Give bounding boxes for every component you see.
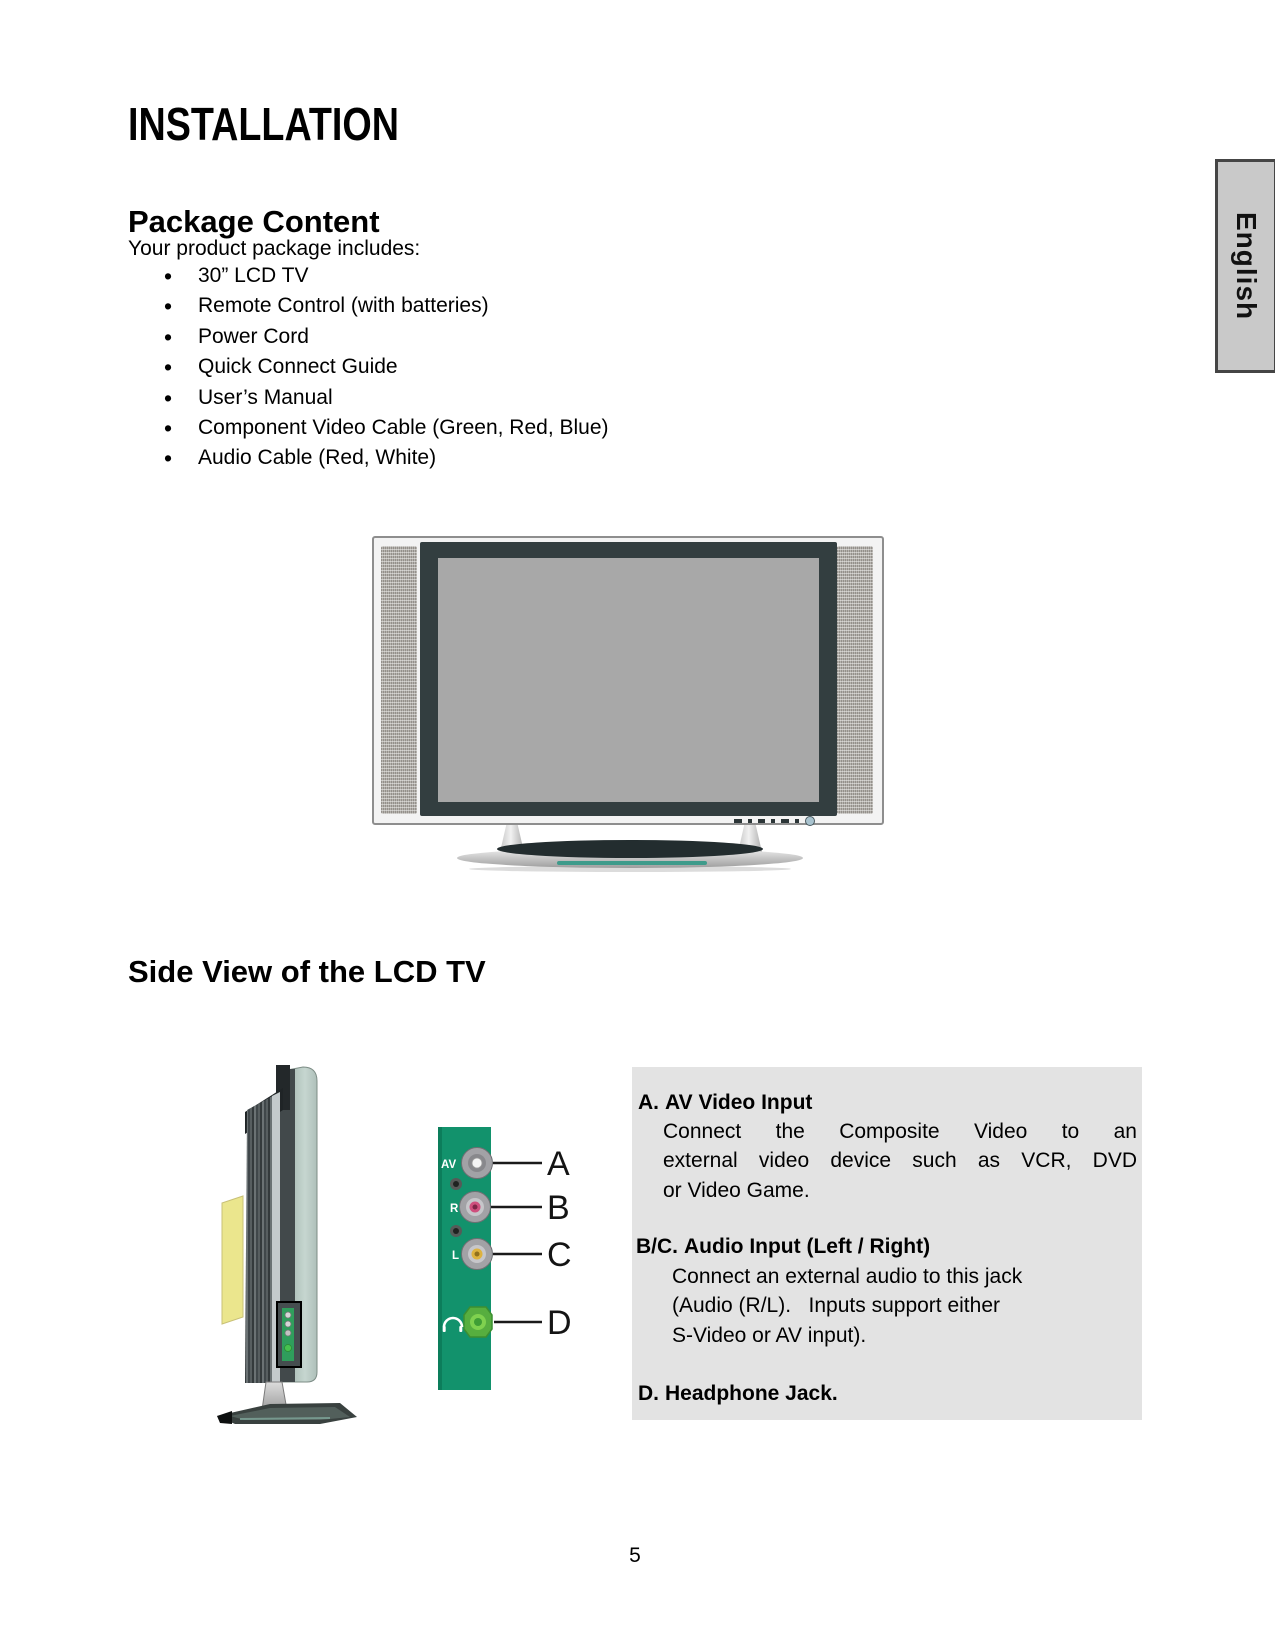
audio-l-jack-hole xyxy=(475,1252,480,1257)
panel-screw-hole-center xyxy=(453,1181,459,1187)
side-speaker-panel xyxy=(222,1196,243,1324)
desc-bc-line: (Audio (R/L). Inputs support either xyxy=(672,1294,1000,1317)
headphone-jack-hole xyxy=(474,1318,482,1326)
front-control-buttons xyxy=(734,816,815,826)
package-item: • 30” LCD TV xyxy=(128,261,609,291)
bullet-icon: • xyxy=(164,445,173,472)
left-speaker-grille xyxy=(381,546,417,814)
page-number: 5 xyxy=(629,1544,641,1567)
bullet-icon: • xyxy=(164,414,173,441)
power-led xyxy=(805,816,815,826)
stand-base xyxy=(457,840,803,874)
desc-a-line: external video device such as VCR, DVD xyxy=(663,1149,1137,1172)
bullet-icon: • xyxy=(164,323,173,350)
control-button xyxy=(758,819,765,823)
package-item: • Component Video Cable (Green, Red, Blue) xyxy=(128,413,609,443)
package-intro: Your product package includes: xyxy=(128,237,421,260)
tv-side-profile xyxy=(217,1065,357,1424)
base-accent-stripe xyxy=(557,861,707,865)
side-view-illustration xyxy=(170,1020,600,1430)
package-item: • Quick Connect Guide xyxy=(128,352,609,382)
audio-l-label: L xyxy=(452,1250,460,1262)
audio-r-label: R xyxy=(450,1203,459,1215)
side-jack-dot xyxy=(285,1330,291,1336)
package-item-list xyxy=(128,261,609,474)
lcd-tv-front-illustration xyxy=(372,536,884,825)
tv-bezel xyxy=(420,542,837,816)
package-content-heading: Package Content xyxy=(128,204,380,239)
language-tab-label: English xyxy=(1231,211,1262,321)
side-jack-dot xyxy=(285,1321,291,1327)
package-item: • Remote Control (with batteries) xyxy=(128,291,609,321)
package-item: • Audio Cable (Red, White) xyxy=(128,443,609,473)
panel-screw-hole-center xyxy=(453,1228,459,1234)
desc-bc-line: Connect an external audio to this jack xyxy=(672,1265,1023,1288)
right-speaker-grille xyxy=(837,546,873,814)
desc-a-title: A. AV Video Input xyxy=(638,1091,813,1114)
av-jack-center xyxy=(472,1158,482,1168)
desc-bc-title: B/C. Audio Input (Left / Right) xyxy=(636,1235,931,1258)
callout-letter-a: A xyxy=(547,1145,570,1183)
bullet-icon: • xyxy=(164,354,173,381)
callout-letter-b: B xyxy=(547,1189,570,1227)
control-button xyxy=(734,819,742,823)
bullet-icon: • xyxy=(164,293,173,320)
callout-letter-d: D xyxy=(547,1304,572,1342)
bullet-icon: • xyxy=(164,384,173,411)
control-button xyxy=(748,819,752,823)
control-button xyxy=(781,819,789,823)
side-stand-base-tip xyxy=(217,1411,232,1424)
page-title: INSTALLATION xyxy=(128,98,399,150)
desc-bc-line: S-Video or AV input). xyxy=(672,1324,867,1347)
av-jack-label: AV xyxy=(441,1159,457,1171)
package-item: • Power Cord xyxy=(128,322,609,352)
side-view-heading: Side View of the LCD TV xyxy=(128,954,486,989)
desc-a-line: or Video Game. xyxy=(663,1179,810,1202)
bullet-icon: • xyxy=(164,263,173,289)
callout-letter-c: C xyxy=(547,1236,572,1274)
side-jack-dot xyxy=(285,1312,291,1318)
package-item: • User’s Manual xyxy=(128,383,609,413)
language-tab xyxy=(1215,159,1275,373)
connector-panel xyxy=(438,1127,572,1390)
control-button xyxy=(771,819,775,823)
connector-descriptions-box xyxy=(632,1067,1142,1420)
base-plate xyxy=(497,840,763,858)
desc-d-title: D. Headphone Jack. xyxy=(638,1382,838,1405)
side-stand-base-sheen xyxy=(240,1418,330,1419)
side-jack-dot-green xyxy=(285,1345,292,1352)
desc-a-line: Connect the Composite Video to an xyxy=(663,1120,1137,1143)
control-button xyxy=(795,819,799,823)
tv-screen xyxy=(438,558,819,802)
audio-r-jack-hole xyxy=(473,1205,478,1210)
